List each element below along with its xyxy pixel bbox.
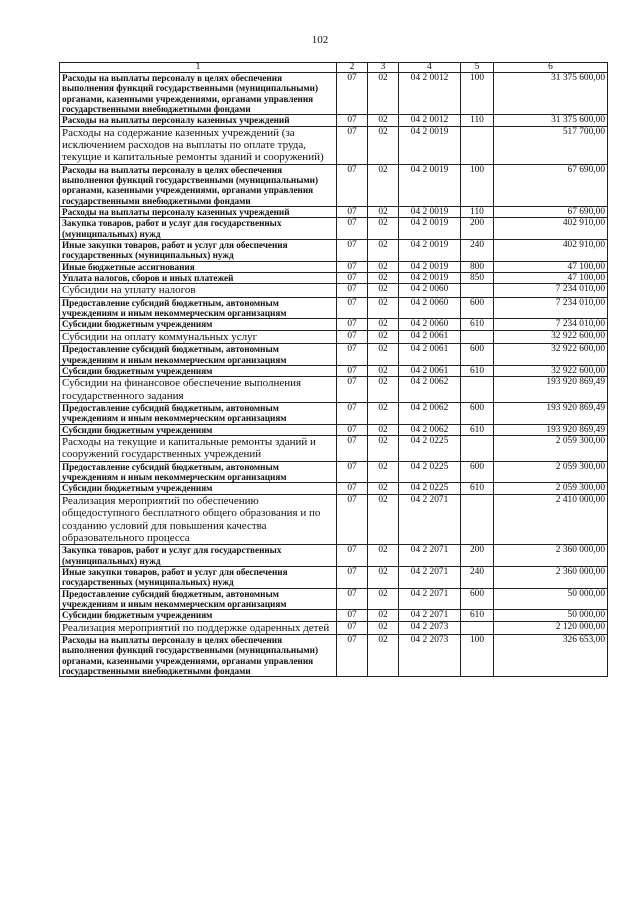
row-amount-cell: 2 410 000,00 — [494, 494, 608, 545]
row-amount-cell: 2 360 000,00 — [494, 567, 608, 589]
row-amount-cell: 31 375 600,00 — [494, 115, 608, 126]
row-subsection-cell: 02 — [368, 284, 399, 297]
row-expense-type-cell: 240 — [461, 240, 494, 262]
table-row — [60, 610, 608, 621]
table-row — [60, 261, 608, 272]
row-name-cell: Иные бюджетные ассигнования — [60, 261, 337, 272]
table-row — [60, 635, 608, 677]
row-expense-type-cell: 200 — [461, 218, 494, 240]
column-header-section: 2 — [337, 63, 368, 73]
row-subsection-cell: 02 — [368, 377, 399, 403]
row-section-cell: 07 — [337, 344, 368, 366]
table-row — [60, 588, 608, 610]
row-target-item-cell: 04 2 0060 — [399, 319, 461, 330]
row-name-cell: Предоставление субсидий бюджетным, автономным учреждениям и иным некоммерческим организациям — [60, 588, 337, 610]
row-amount-cell: 32 922 600,00 — [494, 344, 608, 366]
table-row — [60, 424, 608, 435]
row-name-cell: Субсидии бюджетным учреждениям — [60, 319, 337, 330]
row-subsection-cell: 02 — [368, 635, 399, 677]
table-row — [60, 273, 608, 284]
row-name-cell: Субсидии бюджетным учреждениям — [60, 365, 337, 376]
row-subsection-cell: 02 — [368, 218, 399, 240]
row-amount-cell: 47 100,00 — [494, 261, 608, 272]
row-section-cell: 07 — [337, 218, 368, 240]
row-amount-cell: 402 910,00 — [494, 218, 608, 240]
row-expense-type-cell — [461, 284, 494, 297]
column-header-subsection: 3 — [368, 63, 399, 73]
row-target-item-cell: 04 2 0061 — [399, 344, 461, 366]
row-expense-type-cell — [461, 436, 494, 462]
row-target-item-cell: 04 2 0062 — [399, 403, 461, 425]
row-name-cell: Реализация мероприятий по обеспечению общедоступного бесплатного общего образования и по созданию условий для повышения качества образовательного процесса — [60, 494, 337, 545]
column-header-name: 1 — [60, 63, 337, 73]
row-target-item-cell: 04 2 0062 — [399, 424, 461, 435]
row-amount-cell: 7 234 010,00 — [494, 284, 608, 297]
row-amount-cell: 193 920 869,49 — [494, 403, 608, 425]
row-subsection-cell: 02 — [368, 164, 399, 206]
row-target-item-cell: 04 2 0225 — [399, 483, 461, 494]
row-expense-type-cell: 800 — [461, 261, 494, 272]
row-name-cell: Предоставление субсидий бюджетным, автономным учреждениям и иным некоммерческим организациям — [60, 461, 337, 483]
table-row — [60, 330, 608, 343]
row-amount-cell: 2 059 300,00 — [494, 483, 608, 494]
row-expense-type-cell: 240 — [461, 567, 494, 589]
row-target-item-cell: 04 2 0019 — [399, 164, 461, 206]
row-section-cell: 07 — [337, 567, 368, 589]
row-section-cell: 07 — [337, 240, 368, 262]
row-section-cell: 07 — [337, 273, 368, 284]
row-target-item-cell: 04 2 0060 — [399, 297, 461, 319]
row-amount-cell: 47 100,00 — [494, 273, 608, 284]
table-row — [60, 284, 608, 297]
row-section-cell: 07 — [337, 403, 368, 425]
table-row — [60, 436, 608, 462]
row-name-cell: Субсидии бюджетным учреждениям — [60, 610, 337, 621]
row-target-item-cell: 04 2 2073 — [399, 621, 461, 634]
row-section-cell: 07 — [337, 461, 368, 483]
row-amount-cell: 67 690,00 — [494, 164, 608, 206]
row-expense-type-cell: 110 — [461, 115, 494, 126]
row-subsection-cell: 02 — [368, 610, 399, 621]
row-target-item-cell: 04 2 0012 — [399, 115, 461, 126]
row-expense-type-cell: 600 — [461, 403, 494, 425]
row-section-cell: 07 — [337, 610, 368, 621]
row-subsection-cell: 02 — [368, 483, 399, 494]
table-row — [60, 115, 608, 126]
table-row — [60, 344, 608, 366]
row-name-cell: Предоставление субсидий бюджетным, автономным учреждениям и иным некоммерческим организациям — [60, 344, 337, 366]
row-target-item-cell: 04 2 2073 — [399, 635, 461, 677]
row-target-item-cell: 04 2 2071 — [399, 588, 461, 610]
row-name-cell: Расходы на выплаты персоналу казенных учреждений — [60, 207, 337, 218]
row-subsection-cell: 02 — [368, 494, 399, 545]
row-expense-type-cell: 610 — [461, 424, 494, 435]
table-row — [60, 73, 608, 115]
row-subsection-cell: 02 — [368, 115, 399, 126]
row-section-cell: 07 — [337, 164, 368, 206]
table-row — [60, 621, 608, 634]
row-expense-type-cell: 100 — [461, 164, 494, 206]
row-subsection-cell: 02 — [368, 261, 399, 272]
row-target-item-cell: 04 2 0225 — [399, 461, 461, 483]
row-section-cell: 07 — [337, 207, 368, 218]
row-name-cell: Расходы на текущие и капитальные ремонты зданий и сооружений государственных учреждений — [60, 436, 337, 462]
row-name-cell: Субсидии бюджетным учреждениям — [60, 424, 337, 435]
row-amount-cell: 402 910,00 — [494, 240, 608, 262]
row-amount-cell: 7 234 010,00 — [494, 319, 608, 330]
table-row — [60, 365, 608, 376]
row-name-cell: Субсидии бюджетным учреждениям — [60, 483, 337, 494]
row-target-item-cell: 04 2 0012 — [399, 73, 461, 115]
row-name-cell: Иные закупки товаров, работ и услуг для обеспечения государственных (муниципальных) нужд — [60, 567, 337, 589]
row-name-cell: Предоставление субсидий бюджетным, автономным учреждениям и иным некоммерческим организациям — [60, 403, 337, 425]
row-name-cell: Закупка товаров, работ и услуг для государственных (муниципальных) нужд — [60, 545, 337, 567]
row-name-cell: Расходы на выплаты персоналу в целях обеспечения выполнения функций государственными (муниципальными) органами, казенными учреждениями, органами управления государственными внебюджетными фондами — [60, 635, 337, 677]
row-amount-cell: 193 920 869,49 — [494, 377, 608, 403]
row-name-cell: Расходы на содержание казенных учреждений (за исключением расходов на выплаты по оплате труда, текущие и капитальные ремонты зданий и сооружений) — [60, 126, 337, 164]
row-name-cell: Расходы на выплаты персоналу казенных учреждений — [60, 115, 337, 126]
table-row — [60, 218, 608, 240]
row-section-cell: 07 — [337, 588, 368, 610]
row-name-cell: Субсидии на уплату налогов — [60, 284, 337, 297]
row-amount-cell: 326 653,00 — [494, 635, 608, 677]
row-expense-type-cell: 100 — [461, 635, 494, 677]
row-expense-type-cell — [461, 494, 494, 545]
row-expense-type-cell: 850 — [461, 273, 494, 284]
row-section-cell: 07 — [337, 483, 368, 494]
row-expense-type-cell: 200 — [461, 545, 494, 567]
row-amount-cell: 193 920 869,49 — [494, 424, 608, 435]
row-target-item-cell: 04 2 0019 — [399, 273, 461, 284]
row-subsection-cell: 02 — [368, 461, 399, 483]
row-subsection-cell: 02 — [368, 344, 399, 366]
page-number: 102 — [311, 34, 329, 46]
row-name-cell: Расходы на выплаты персоналу в целях обеспечения выполнения функций государственными (муниципальными) органами, казенными учреждениями, органами управления государственными внебюджетными фондами — [60, 73, 337, 115]
row-target-item-cell: 04 2 0019 — [399, 240, 461, 262]
row-target-item-cell: 04 2 0019 — [399, 126, 461, 164]
row-name-cell: Закупка товаров, работ и услуг для государственных (муниципальных) нужд — [60, 218, 337, 240]
row-amount-cell: 67 690,00 — [494, 207, 608, 218]
table-row — [60, 319, 608, 330]
row-expense-type-cell: 600 — [461, 461, 494, 483]
row-target-item-cell: 04 2 2071 — [399, 494, 461, 545]
row-name-cell: Уплата налогов, сборов и иных платежей — [60, 273, 337, 284]
row-section-cell: 07 — [337, 365, 368, 376]
row-name-cell: Субсидии на финансовое обеспечение выполнения государственного задания — [60, 377, 337, 403]
row-name-cell: Субсидии на оплату коммунальных услуг — [60, 330, 337, 343]
row-section-cell: 07 — [337, 284, 368, 297]
row-amount-cell: 32 922 600,00 — [494, 330, 608, 343]
row-section-cell: 07 — [337, 261, 368, 272]
row-expense-type-cell: 610 — [461, 483, 494, 494]
row-section-cell: 07 — [337, 635, 368, 677]
row-subsection-cell: 02 — [368, 436, 399, 462]
row-name-cell: Реализация мероприятий по поддержке одаренных детей — [60, 621, 337, 634]
row-amount-cell: 2 360 000,00 — [494, 545, 608, 567]
row-target-item-cell: 04 2 0019 — [399, 261, 461, 272]
row-section-cell: 07 — [337, 73, 368, 115]
row-target-item-cell: 04 2 2071 — [399, 545, 461, 567]
column-header-expense-type: 5 — [461, 63, 494, 73]
table-row — [60, 403, 608, 425]
table-row — [60, 494, 608, 545]
row-name-cell: Расходы на выплаты персоналу в целях обеспечения выполнения функций государственными (муниципальными) органами, казенными учреждениями, органами управления государственными внебюджетными фондами — [60, 164, 337, 206]
row-section-cell: 07 — [337, 436, 368, 462]
row-target-item-cell: 04 2 0019 — [399, 207, 461, 218]
row-subsection-cell: 02 — [368, 273, 399, 284]
table-row — [60, 297, 608, 319]
row-subsection-cell: 02 — [368, 297, 399, 319]
row-expense-type-cell: 600 — [461, 588, 494, 610]
table-row — [60, 567, 608, 589]
row-subsection-cell: 02 — [368, 545, 399, 567]
table-row — [60, 483, 608, 494]
row-subsection-cell: 02 — [368, 621, 399, 634]
row-section-cell: 07 — [337, 377, 368, 403]
row-expense-type-cell — [461, 621, 494, 634]
row-expense-type-cell — [461, 126, 494, 164]
row-amount-cell: 2 120 000,00 — [494, 621, 608, 634]
row-section-cell: 07 — [337, 621, 368, 634]
table-row — [60, 126, 608, 164]
row-section-cell: 07 — [337, 330, 368, 343]
column-header-amount: 6 — [494, 63, 608, 73]
row-expense-type-cell — [461, 377, 494, 403]
row-expense-type-cell: 610 — [461, 610, 494, 621]
row-section-cell: 07 — [337, 115, 368, 126]
row-target-item-cell: 04 2 0019 — [399, 218, 461, 240]
row-target-item-cell: 04 2 2071 — [399, 610, 461, 621]
row-subsection-cell: 02 — [368, 73, 399, 115]
row-expense-type-cell: 110 — [461, 207, 494, 218]
row-expense-type-cell — [461, 330, 494, 343]
row-subsection-cell: 02 — [368, 365, 399, 376]
row-expense-type-cell: 600 — [461, 297, 494, 319]
row-amount-cell: 32 922 600,00 — [494, 365, 608, 376]
row-name-cell: Предоставление субсидий бюджетным, автономным учреждениям и иным некоммерческим организациям — [60, 297, 337, 319]
row-target-item-cell: 04 2 0061 — [399, 365, 461, 376]
row-target-item-cell: 04 2 0062 — [399, 377, 461, 403]
row-amount-cell: 50 000,00 — [494, 610, 608, 621]
row-section-cell: 07 — [337, 494, 368, 545]
table-row — [60, 377, 608, 403]
row-subsection-cell: 02 — [368, 207, 399, 218]
row-target-item-cell: 04 2 2071 — [399, 567, 461, 589]
table-row — [60, 240, 608, 262]
column-number-row — [60, 63, 608, 73]
row-subsection-cell: 02 — [368, 588, 399, 610]
row-expense-type-cell: 600 — [461, 344, 494, 366]
row-subsection-cell: 02 — [368, 403, 399, 425]
table-row — [60, 207, 608, 218]
row-subsection-cell: 02 — [368, 330, 399, 343]
row-subsection-cell: 02 — [368, 319, 399, 330]
row-expense-type-cell: 610 — [461, 365, 494, 376]
row-amount-cell: 31 375 600,00 — [494, 73, 608, 115]
row-expense-type-cell: 610 — [461, 319, 494, 330]
row-name-cell: Иные закупки товаров, работ и услуг для обеспечения государственных (муниципальных) нужд — [60, 240, 337, 262]
row-subsection-cell: 02 — [368, 567, 399, 589]
row-amount-cell: 7 234 010,00 — [494, 297, 608, 319]
row-section-cell: 07 — [337, 424, 368, 435]
table-row — [60, 461, 608, 483]
row-target-item-cell: 04 2 0225 — [399, 436, 461, 462]
row-section-cell: 07 — [337, 319, 368, 330]
table-body — [60, 73, 608, 677]
row-section-cell: 07 — [337, 297, 368, 319]
column-header-target-item: 4 — [399, 63, 461, 73]
table-row — [60, 164, 608, 206]
row-amount-cell: 50 000,00 — [494, 588, 608, 610]
row-target-item-cell: 04 2 0061 — [399, 330, 461, 343]
row-subsection-cell: 02 — [368, 126, 399, 164]
row-amount-cell: 2 059 300,00 — [494, 436, 608, 462]
row-amount-cell: 517 700,00 — [494, 126, 608, 164]
budget-table — [59, 62, 608, 677]
row-amount-cell: 2 059 300,00 — [494, 461, 608, 483]
row-subsection-cell: 02 — [368, 424, 399, 435]
row-subsection-cell: 02 — [368, 240, 399, 262]
row-section-cell: 07 — [337, 126, 368, 164]
row-target-item-cell: 04 2 0060 — [399, 284, 461, 297]
table-row — [60, 545, 608, 567]
row-expense-type-cell: 100 — [461, 73, 494, 115]
row-section-cell: 07 — [337, 545, 368, 567]
